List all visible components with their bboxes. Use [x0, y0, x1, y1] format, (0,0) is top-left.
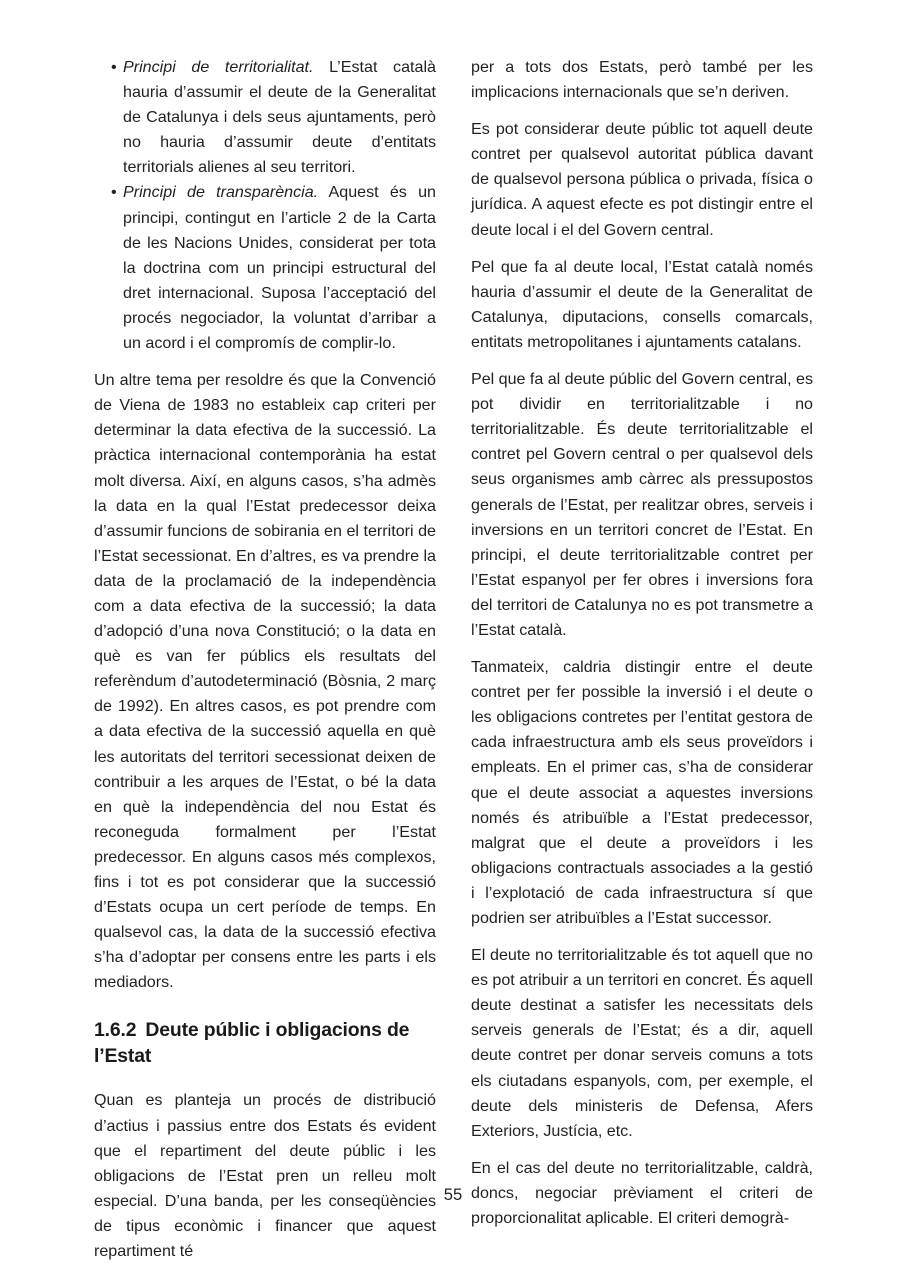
list-item [94, 55, 436, 180]
section-title: Deute públic i obligacions de l’Estat [94, 1019, 410, 1068]
principles-list [94, 55, 436, 356]
paragraph-implications: per a tots dos Estats, però també per les implicacions internacionals que se’n deriven. [471, 58, 813, 102]
paragraph-succession-date: Un altre tema per resoldre és que la Convenció de Viena de 1983 no estableix cap criteri per determinar la data efectiva de la successió. La pràctica internacional contemporània ha estat molt diversa. Així, en alguns casos, s’ha admès la data en la qual l’Estat predecessor deixa d’assumir funcions de sobirania en el territori de l’Estat secessionat. En d’altres, es va prendre la data de la proclamació de la independència com a data efectiva de la successió; la data d’adopció d’una nova Constitució; o la data en què es van fer públics els resultats del referèndum d’autodeterminació (Bòsnia, 2 març de 1992). En altres casos, es pot prendre com a data efectiva de la successió aquella en què les autoritats del territori secessionat deixen de contribuir a les arques de l’Estat, o bé la data en què la independència del nou Estat és reconeguda formalment per l’Estat predecessor. En alguns casos més complexos, fins i tot es pot considerar que la successió d’Estats ocupa un cert període de temps. En qualsevol cas, la data de la successió efectiva s’ha d’adoptar per consens entre les parts i els mediadors. [94, 371, 436, 992]
left-column [94, 55, 436, 1264]
page-title [94, 1017, 436, 1069]
bullet-icon: • [111, 183, 117, 202]
bullet-icon: • [111, 58, 117, 76]
principle-text: Aquest és un principi, contingut en l’article 2 de la Carta de les Nacions Unides, considerat per tota la doctrina com un principi estructural del dret internacional. Suposa l’acceptació del procés negociador, la voluntat d’arribar a un acord i el compromís de complir-lo. [123, 183, 437, 353]
principle-term: Principi de territorialitat. [123, 58, 314, 76]
paragraph-public-debt-definition: Es pot considerar deute públic tot aquell deute contret per qualsevol autoritat pública davant de qualsevol persona pública o privada, física o jurídica. A aquest efecte es pot distingir entre el deute local i el del Govern central. [471, 120, 813, 239]
principle-text: L’Estat català hauria d’assumir el deute de la Generalitat de Catalunya i dels seus ajuntaments, però no hauria d’assumir deute d’entitats territorials alienes al seu territori. [123, 58, 437, 177]
page-number: 55 [443, 1185, 463, 1204]
paragraph-distribution: Quan es planteja un procés de distribució d’actius i passius entre dos Estats és evident que el repartiment del deute públic i les obligacions de l’Estat pren un relleu molt especial. D’una banda, per les conseqüències de tipus econòmic i financer que aquest repartiment té [94, 1091, 436, 1261]
paragraph-non-territorial-debt: El deute no territorialitzable és tot aquell que no es pot atribuir a un territori en concret. És aquell deute destinat a satisfer les necessitats dels serveis generals de l’Estat; és a dir, aquell deute contret per donar serveis comuns a tots els ciutadans espanyols, com, per exemple, el deute dels ministeris de Defensa, Afers Exteriors, Justícia, etc. [471, 946, 813, 1140]
section-number: 1.6.2 [94, 1019, 137, 1042]
paragraph-proportionality-criteria: En el cas del deute no territorialitzable, caldrà, doncs, negociar prèviament el criteri de proporcionalitat aplicable. El criteri demogrà- [471, 1158, 813, 1228]
right-column [471, 55, 813, 1264]
principle-term: Principi de transparència. [123, 183, 319, 202]
two-column-body [94, 55, 813, 1264]
paragraph-local-debt: Pel que fa al deute local, l’Estat català només hauria d’assumir el deute de la Generalitat de Catalunya, diputacions, consells comarcals, entitats metropolitanes i ajuntaments catalans. [471, 257, 813, 351]
paragraph-central-government-debt: Pel que fa al deute públic del Govern central, es pot dividir en territorialitzable i no territorialitzable. És deute territorialitzable el contret pel Govern central o per qualsevol dels seus organismes amb càrrec als pressupostos generals de l’Estat, per realitzar obres, serveis i inversions en un territori concret de l’Estat. En principi, el deute territorialitzable contret per l’Estat espanyol per fer obres i inversions fora del territori de Catalunya no es pot transmetre a l’Estat català. [471, 370, 813, 639]
list-item [94, 180, 436, 356]
paragraph-investment-debt: Tanmateix, caldria distingir entre el deute contret per fer possible la inversió i el deute o les obligacions contretes per l’entitat gestora de cada infraestructura amb els seus proveïdors i empleats. En el primer cas, s’ha de considerar que el deute associat a aquestes inversions només és atribuïble a l’Estat predecessor, malgrat que el deute a proveïdors i les obligacions contractuals associades a la gestió i l’explotació de cada infraestructura sí que podrien ser atribuïbles a l’Estat successor. [471, 658, 813, 927]
